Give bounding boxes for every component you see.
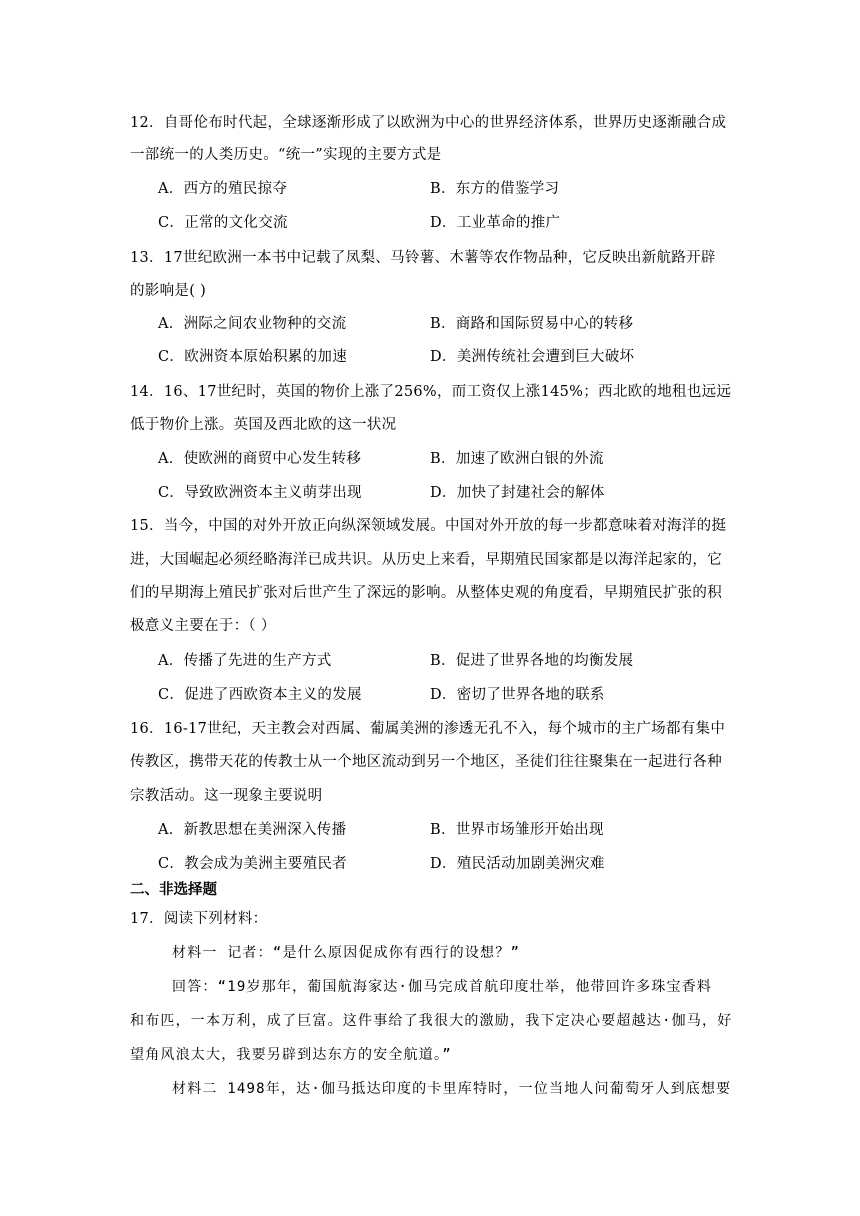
question-12-option-d: D．工业革命的推广: [430, 215, 561, 231]
question-14-option-d: D．加快了封建社会的解体: [430, 485, 605, 501]
question-15-line-2: 进，大国崛起必须经略海洋已成共识。从历史上来看，早期殖民国家都是以海洋起家的，它: [130, 552, 722, 568]
question-12-line-1: 12．自哥伦布时代起，全球逐渐形成了以欧洲为中心的世界经济体系，世界历史逐渐融合成: [130, 115, 727, 131]
question-13-option-c: C．欧洲资本原始积累的加速: [158, 349, 347, 365]
material-line-2: 回答：“19岁那年，葡国航海家达·伽马完成首航印度壮举，他带回许多珠宝香料: [172, 979, 713, 995]
material-line-4: 望角风浪太大，我要另辟到达东方的安全航道。”: [130, 1047, 452, 1063]
question-13-option-a: A．洲际之间农业物种的交流: [158, 316, 347, 332]
question-16-line-3: 宗教活动。这一现象主要说明: [130, 788, 323, 804]
question-14-option-b: B．加速了欧洲白银的外流: [430, 451, 604, 467]
material-line-3: 和布匹，一本万利，成了巨富。这件事给了我很大的激励，我下定决心要超越达·伽马，好: [130, 1013, 733, 1029]
question-12-line-2: 一部统一的人类历史。“统一”实现的主要方式是: [130, 147, 442, 163]
question-14-line-2: 低于物价上涨。英国及西北欧的这一状况: [130, 417, 397, 433]
question-15-line-3: 们的早期海上殖民扩张对后世产生了深远的影响。从整体史观的角度看，早期殖民扩张的积: [130, 585, 722, 601]
question-13-line-2: 的影响是( ): [130, 283, 207, 299]
material-line-5: 材料二 1498年，达·伽马抵达印度的卡里库特时，一位当地人问葡萄牙人到底想要: [172, 1081, 732, 1097]
question-13-option-d: D．美洲传统社会遭到巨大破坏: [430, 349, 635, 365]
question-17-stem: 17．阅读下列材料：: [130, 911, 268, 927]
question-15-option-c: C．促进了西欧资本主义的发展: [158, 687, 362, 703]
question-12-option-a: A．西方的殖民掠夺: [158, 181, 288, 197]
question-15-line-4: 极意义主要在于：（ ）: [130, 618, 276, 634]
question-12-option-c: C．正常的文化交流: [158, 215, 288, 231]
question-14-line-1: 14．16、17世纪时，英国的物价上涨了256%，而工资仅上涨145%；西北欧的地租也远远: [130, 384, 732, 400]
question-13-option-b: B．商路和国际贸易中心的转移: [430, 316, 634, 332]
question-12-option-b: B．东方的借鉴学习: [430, 181, 560, 197]
question-14-option-c: C．导致欧洲资本主义萌芽出现: [158, 485, 362, 501]
section-title: 二、非选择题: [130, 882, 217, 898]
question-14-option-a: A．使欧洲的商贸中心发生转移: [158, 451, 362, 467]
question-16-option-b: B．世界市场雏形开始出现: [430, 822, 604, 838]
question-16-line-2: 传教区，携带天花的传教士从一个地区流动到另一个地区，圣徒们往往聚集在一起进行各种: [130, 754, 722, 770]
question-16-line-1: 16．16-17世纪，天主教会对西属、葡属美洲的渗透无孔不入，每个城市的主广场都有集中: [130, 721, 726, 737]
question-16-option-d: D．殖民活动加剧美洲灾难: [430, 856, 605, 872]
question-16-option-c: C．教会成为美洲主要殖民者: [158, 856, 347, 872]
question-16-option-a: A．新教思想在美洲深入传播: [158, 822, 347, 838]
material-line-1: 材料一 记者：“是什么原因促成你有西行的设想？”: [172, 945, 521, 961]
question-15-option-b: B．促进了世界各地的均衡发展: [430, 653, 634, 669]
question-13-line-1: 13．17世纪欧洲一本书中记载了凤梨、马铃薯、木薯等农作物品种，它反映出新航路开辟: [130, 250, 716, 266]
question-15-line-1: 15．当今，中国的对外开放正向纵深领域发展。中国对外开放的每一步都意味着对海洋的挺: [130, 518, 727, 534]
question-15-option-d: D．密切了世界各地的联系: [430, 687, 605, 703]
question-15-option-a: A．传播了先进的生产方式: [158, 653, 332, 669]
